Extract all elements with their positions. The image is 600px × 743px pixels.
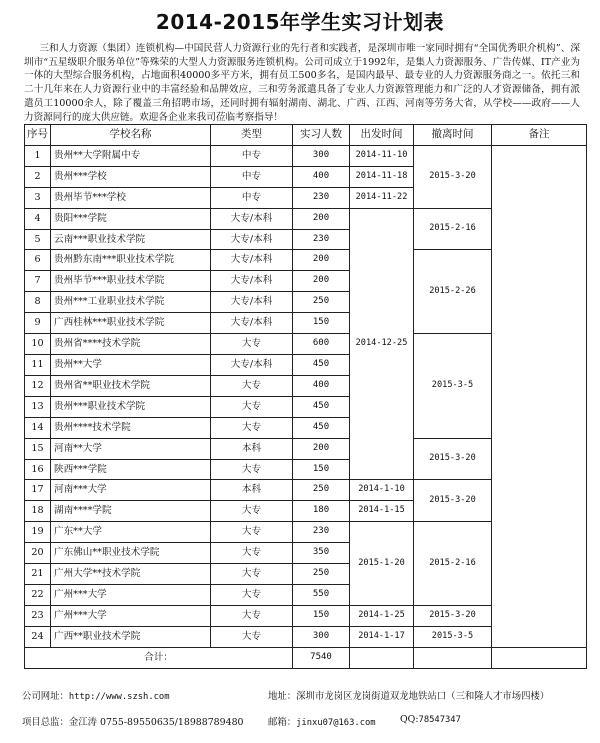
row-school: 贵州***职业技术学院: [51, 396, 211, 417]
row-type: 大专: [211, 375, 293, 396]
row-school: 广州***大学: [51, 605, 211, 626]
row-count: 150: [293, 605, 350, 626]
row-count: 200: [293, 438, 350, 459]
row-no: 6: [25, 250, 51, 271]
depart-time: 2014-1-15: [350, 501, 414, 522]
row-type: 大专/本科: [211, 313, 293, 334]
company-intro: 三和人力资源（集团）连锁机构—中国民营人力资源行业的先行者和实践者，是深圳市唯一家同时拥有“全国优秀职介机构”、深圳市“五星级职介服务单位”等殊荣的大型人力资源服务连锁机构。公司司成立于1992年，是集人力资源服务、广告传媒、IT产业为一体的大型综合服务机构，占地面积40000多平方米，拥有员工500多名，是国内最早、最专业的人力资源服务商之一。依托三和二十几年来在人力资源行业中的丰富经验和品牌效应，三和劳务派遣具备了专业人力资源管理能力和广泛的人才资源储备，拥有派遣员工10000余人，除了覆盖三角招聘市场，还同时拥有辐射湖南、湖北、广西、江西、河南等劳务大省，从学校——政府——人力资源同行的庞大供应链。欢迎各企业来我司莅临考察指导！: [24, 43, 580, 123]
leave-time: 2015-3-5: [414, 626, 492, 647]
remark-cell: [492, 145, 587, 647]
internship-plan-table: [24, 124, 587, 669]
address-label: 地址：: [268, 691, 297, 702]
total-empty: [414, 647, 492, 668]
row-count: 400: [293, 375, 350, 396]
row-no: 22: [25, 584, 51, 605]
row-type: 中专: [211, 145, 293, 166]
row-count: 230: [293, 187, 350, 208]
header-remark: 备注: [492, 125, 587, 146]
row-count: 230: [293, 522, 350, 543]
row-school: 贵州****技术学院: [51, 417, 211, 438]
row-no: 19: [25, 522, 51, 543]
row-school: 广西**职业技术学院: [51, 626, 211, 647]
header-count: 实习人数: [293, 125, 350, 146]
row-type: 大专: [211, 417, 293, 438]
row-count: 180: [293, 501, 350, 522]
row-count: 250: [293, 292, 350, 313]
row-no: 16: [25, 459, 51, 480]
row-no: 9: [25, 313, 51, 334]
leave-time: 2015-2-16: [414, 522, 492, 606]
row-count: 450: [293, 354, 350, 375]
total-empty: [350, 647, 414, 668]
row-no: 17: [25, 480, 51, 501]
header-type: 类型: [211, 125, 293, 146]
website-label: 公司网址：: [22, 691, 69, 702]
email-label: 邮箱：: [268, 717, 297, 728]
row-type: 大专: [211, 459, 293, 480]
website-link[interactable]: http://www.szsh.com: [68, 692, 170, 702]
row-count: 550: [293, 584, 350, 605]
row-school: 广东佛山**职业技术学院: [51, 543, 211, 564]
leave-time: 2015-3-20: [414, 438, 492, 480]
row-count: 200: [293, 271, 350, 292]
address-value: 深圳市龙岗区龙岗街道双龙地铁站口（三和隆人才市场四楼）: [296, 691, 550, 702]
row-school: 陕西***学院: [51, 459, 211, 480]
row-school: 贵州毕节***学校: [51, 187, 211, 208]
header-leave: 撤离时间: [414, 125, 492, 146]
leave-time: 2015-2-16: [414, 208, 492, 250]
row-school: 湖南****学院: [51, 501, 211, 522]
footer-address: [268, 688, 549, 702]
row-school: 广州***大学: [51, 584, 211, 605]
row-type: 大专: [211, 334, 293, 355]
row-no: 24: [25, 626, 51, 647]
row-no: 15: [25, 438, 51, 459]
row-count: 450: [293, 396, 350, 417]
row-no: 7: [25, 271, 51, 292]
depart-time: 2014-12-25: [350, 208, 414, 480]
qq-label: QQ:: [400, 714, 419, 725]
table-header-row: [25, 125, 587, 146]
header-no: 序号: [25, 125, 51, 146]
total-row: [25, 647, 587, 668]
row-school: 贵州**大学: [51, 354, 211, 375]
row-school: 贵州**大学附属中专: [51, 145, 211, 166]
row-type: 大专: [211, 564, 293, 585]
row-no: 20: [25, 543, 51, 564]
row-no: 4: [25, 208, 51, 229]
row-count: 230: [293, 229, 350, 250]
footer-qq: [400, 714, 461, 725]
row-no: 14: [25, 417, 51, 438]
row-no: 11: [25, 354, 51, 375]
depart-time: 2014-1-25: [350, 605, 414, 626]
row-school: 云南***职业技术学院: [51, 229, 211, 250]
row-type: 大专/本科: [211, 354, 293, 375]
row-no: 18: [25, 501, 51, 522]
row-school: 贵州***学校: [51, 166, 211, 187]
table-row: [25, 145, 587, 166]
header-depart: 出发时间: [350, 125, 414, 146]
row-count: 300: [293, 626, 350, 647]
footer-manager: [22, 714, 244, 728]
depart-time: 2014-11-22: [350, 187, 414, 208]
row-type: 大专/本科: [211, 271, 293, 292]
total-label: 合计：: [25, 647, 293, 668]
row-type: 大专: [211, 584, 293, 605]
row-count: 450: [293, 417, 350, 438]
row-school: 广州大学**技术学院: [51, 564, 211, 585]
row-no: 3: [25, 187, 51, 208]
row-type: 本科: [211, 438, 293, 459]
leave-time: 2015-3-20: [414, 605, 492, 626]
row-no: 12: [25, 375, 51, 396]
row-school: 贵州省****技术学院: [51, 334, 211, 355]
row-count: 200: [293, 250, 350, 271]
total-count: 7540: [293, 647, 350, 668]
leave-time: 2015-3-5: [414, 334, 492, 439]
row-type: 大专/本科: [211, 229, 293, 250]
row-school: 广西桂林***职业技术学院: [51, 313, 211, 334]
depart-time: 2014-1-10: [350, 480, 414, 501]
row-type: 大专: [211, 396, 293, 417]
depart-time: 2014-1-17: [350, 626, 414, 647]
row-count: 250: [293, 564, 350, 585]
row-no: 5: [25, 229, 51, 250]
header-school: 学校名称: [51, 125, 211, 146]
total-empty: [492, 647, 587, 668]
row-type: 本科: [211, 480, 293, 501]
row-no: 21: [25, 564, 51, 585]
row-school: 贵阳***学院: [51, 208, 211, 229]
row-count: 600: [293, 334, 350, 355]
row-school: 广东**大学: [51, 522, 211, 543]
row-type: 大专/本科: [211, 208, 293, 229]
row-no: 13: [25, 396, 51, 417]
row-count: 350: [293, 543, 350, 564]
row-no: 10: [25, 334, 51, 355]
row-type: 大专: [211, 605, 293, 626]
row-type: 中专: [211, 166, 293, 187]
row-type: 中专: [211, 187, 293, 208]
depart-time: 2014-11-10: [350, 145, 414, 166]
leave-time: 2015-2-26: [414, 250, 492, 334]
depart-time: 2014-11-18: [350, 166, 414, 187]
row-count: 250: [293, 480, 350, 501]
row-type: 大专: [211, 501, 293, 522]
manager-label: 项目总监：: [22, 717, 69, 728]
row-type: 大专: [211, 522, 293, 543]
row-type: 大专/本科: [211, 250, 293, 271]
depart-time: 2015-1-20: [350, 522, 414, 606]
row-count: 400: [293, 166, 350, 187]
row-school: 河南***大学: [51, 480, 211, 501]
row-count: 300: [293, 145, 350, 166]
row-school: 河南**大学: [51, 438, 211, 459]
row-no: 2: [25, 166, 51, 187]
page-title: 2014-2015年学生实习计划表: [155, 10, 445, 34]
manager-value: 金江涛 0755-89550635/18988789480: [68, 717, 244, 728]
row-school: 贵州***工业职业技术学院: [51, 292, 211, 313]
footer-website: [22, 688, 170, 702]
email-link[interactable]: jinxu07@163.com: [296, 718, 376, 728]
row-type: 大专: [211, 543, 293, 564]
row-type: 大专/本科: [211, 292, 293, 313]
row-no: 8: [25, 292, 51, 313]
row-count: 150: [293, 313, 350, 334]
row-count: 150: [293, 459, 350, 480]
row-type: 大专: [211, 626, 293, 647]
leave-time: 2015-3-20: [414, 145, 492, 208]
row-school: 贵州毕节***职业技术学院: [51, 271, 211, 292]
footer-email: [268, 714, 376, 728]
row-count: 200: [293, 208, 350, 229]
leave-time: 2015-3-20: [414, 480, 492, 522]
row-no: 23: [25, 605, 51, 626]
row-no: 1: [25, 145, 51, 166]
row-school: 贵州省**职业技术学院: [51, 375, 211, 396]
qq-value: 78547347: [418, 715, 461, 725]
row-school: 贵州黔东南***职业技术学院: [51, 250, 211, 271]
